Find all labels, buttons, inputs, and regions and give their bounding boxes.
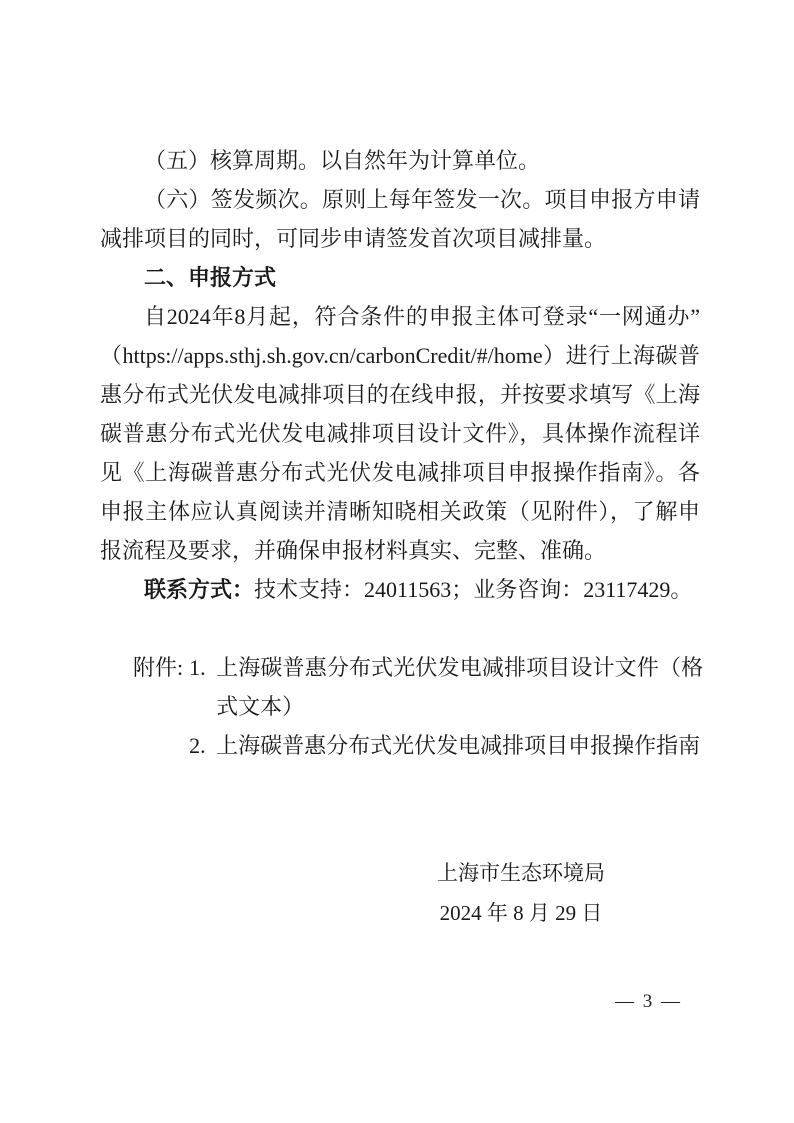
section-heading-application-method: 二、申报方式 (144, 265, 277, 290)
attachment-title: 上海碳普惠分布式光伏发电减排项目申报操作指南 (216, 733, 701, 758)
application-text-after-url: ）进行上海碳普惠分布式光伏发电减排项目的在线申报，并按要求填写《上海碳普惠分布式光伏发电减排项目设计文件》，具体操作流程详见《上海碳普惠分布式光伏发电减排项目申报操作指南》。各申报主体应认真阅读并清晰知晓相关政策（见附件），了解申报流程及要求，并确保申报材料真实、完整、准确。 (100, 343, 700, 563)
attachments-label: 附件: (133, 655, 184, 680)
attachment-item (189, 726, 703, 765)
application-text-before-url: 自2024年8月起，符合条件的申报主体可登录“一网通办”（ (100, 304, 700, 368)
attachment-number: 1. (189, 655, 206, 680)
signature-date: 2024 年 8 月 29 日 (439, 901, 603, 925)
attachments-block (133, 648, 704, 765)
page-number: — 3 — (615, 991, 682, 1012)
attachment-number: 2. (189, 733, 206, 758)
contact-text: 技术支持：24011563；业务咨询：23117429。 (254, 577, 693, 602)
attachments-list (189, 648, 703, 765)
contact-label: 联系方式： (144, 577, 255, 602)
paragraph-application-process (100, 297, 700, 570)
signature-block (400, 853, 642, 933)
paragraph-accounting-period: （五）核算周期。以自然年为计算单位。 (144, 148, 541, 173)
portal-url: https://apps.sthj.sh.gov.cn/carbonCredit/#/home (122, 343, 543, 368)
paragraph-issuance-frequency: （六）签发频次。原则上每年签发一次。项目申报方申请减排项目的同时，可同步申请签发首次项目减排量。 (100, 187, 700, 251)
attachment-title: 上海碳普惠分布式光伏发电减排项目设计文件（格式文本） (216, 655, 704, 719)
contact-info-line (100, 570, 700, 609)
attachment-item (189, 648, 703, 726)
signature-org: 上海市生态环境局 (437, 861, 605, 885)
